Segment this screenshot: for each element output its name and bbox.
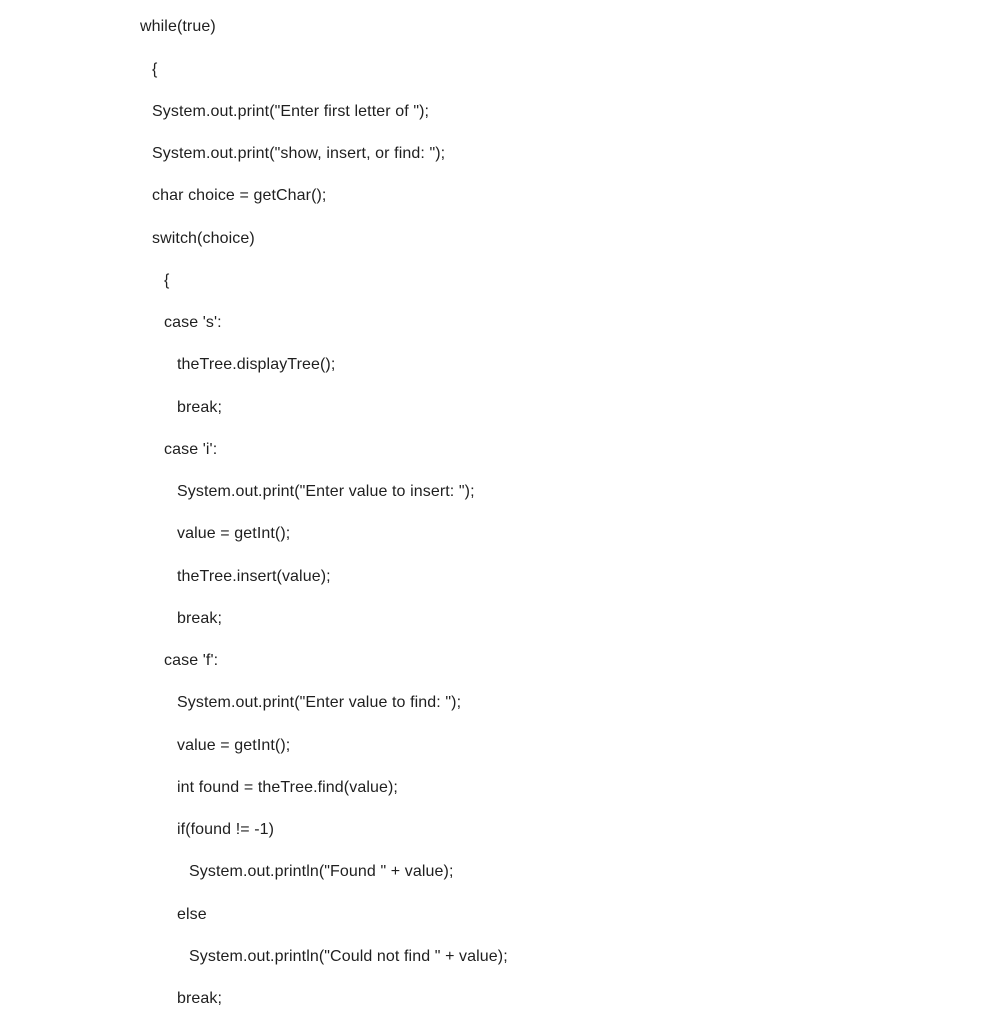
code-line-else: else (177, 906, 207, 923)
code-line-println-found: System.out.println("Found " + value); (189, 863, 454, 880)
code-line-get-char: char choice = getChar(); (152, 187, 327, 204)
code-line-case-f: case 'f': (164, 652, 219, 669)
code-line-break-1: break; (177, 399, 223, 416)
code-line-tree-find: int found = theTree.find(value); (177, 779, 398, 796)
code-line-while: while(true) (140, 18, 216, 35)
code-line-print-prompt-2: System.out.print("show, insert, or find: "); (152, 145, 446, 162)
code-line-switch-open-brace: { (164, 272, 170, 289)
code-line-get-int-2: value = getInt(); (177, 737, 291, 754)
code-line-open-brace: { (152, 61, 158, 78)
code-line-case-i: case 'i': (164, 441, 218, 458)
code-line-print-prompt-1: System.out.print("Enter first letter of "); (152, 103, 430, 120)
code-line-print-find: System.out.print("Enter value to find: "); (177, 694, 462, 711)
code-line-tree-insert: theTree.insert(value); (177, 568, 331, 585)
code-line-break-2: break; (177, 610, 223, 627)
code-line-switch: switch(choice) (152, 230, 255, 247)
code-line-if-found: if(found != -1) (177, 821, 275, 838)
code-line-break-3: break; (177, 990, 223, 1007)
code-line-get-int-1: value = getInt(); (177, 525, 291, 542)
code-line-case-s: case 's': (164, 314, 222, 331)
code-line-display-tree: theTree.displayTree(); (177, 356, 336, 373)
code-line-println-not-found: System.out.println("Could not find " + value); (189, 948, 508, 965)
code-line-print-insert: System.out.print("Enter value to insert: "); (177, 483, 475, 500)
